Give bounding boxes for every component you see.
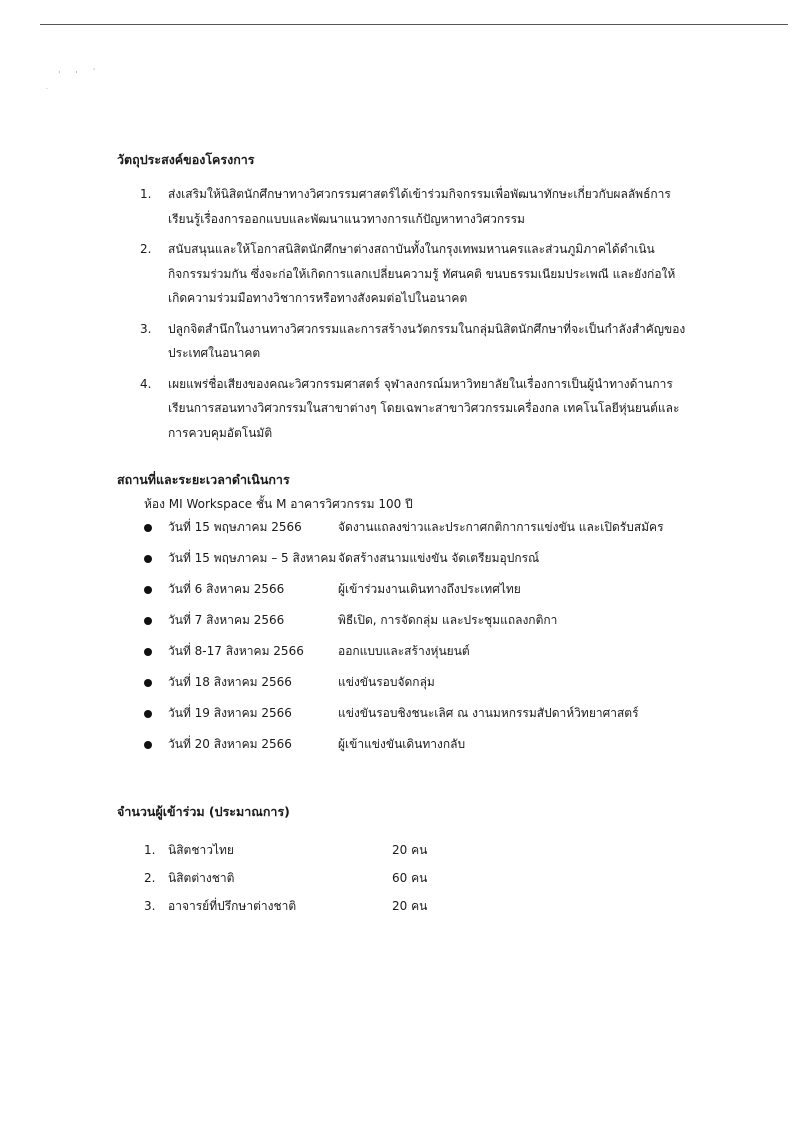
schedule-item	[140, 574, 700, 605]
schedule-date: วันที่ 19 สิงหาคม 2566	[168, 706, 292, 720]
schedule-desc: แข่งขันรอบชิงชนะเลิศ ณ งานมหกรรมสัปดาห์วิทยาศาสตร์	[338, 706, 639, 720]
participant-label: อาจารย์ที่ปรึกษาต่างชาติ	[168, 898, 297, 913]
schedule-item	[140, 698, 700, 729]
participant-label: นิสิตต่างชาติ	[168, 870, 235, 885]
objective-text: ส่งเสริมให้นิสิตนักศึกษาทางวิศวกรรมศาสตร์ได้เข้าร่วมกิจกรรมเพื่อพัฒนาทักษะเกี่ยวกับผลลัพธ์การเรียนรู้เรื่องการออกแบบและพัฒนาแนวทางการแก้ปัญหาทางวิศวกรรม	[168, 187, 671, 226]
objective-text: เผยแพร่ชื่อเสียงของคณะวิศวกรรมศาสตร์ จุฬาลงกรณ์มหาวิทยาลัยในเรื่องการเป็นผู้นำทางด้านการเรียนการสอนทางวิศวกรรมในสาขาต่างๆ โดยเฉพาะสาขาวิศวกรรมเครื่องกล เทคโนโลยีหุ่นยนต์และการควบคุมอัตโนมัติ	[168, 376, 680, 440]
schedule-list	[140, 512, 700, 760]
scan-specks: · · ˙	[58, 68, 103, 77]
objectives-heading: วัตถุประสงค์ของโครงการ	[117, 152, 255, 167]
schedule-date: วันที่ 20 สิงหาคม 2566	[168, 737, 292, 751]
participant-item	[144, 864, 464, 892]
bullet-icon	[144, 586, 152, 594]
schedule-item	[140, 512, 700, 543]
schedule-item	[140, 605, 700, 636]
schedule-date: วันที่ 15 พฤษภาคม 2566	[168, 520, 302, 534]
schedule-desc: พิธีเปิด, การจัดกลุ่ม และประชุมแถลงกติกา	[338, 613, 558, 627]
objective-item	[140, 182, 688, 231]
location-room: ห้อง MI Workspace ชั้น M อาคารวิศวกรรม 100 ปี	[144, 497, 413, 511]
schedule-date: วันที่ 7 สิงหาคม 2566	[168, 613, 285, 627]
bullet-icon	[144, 555, 152, 563]
objectives-list	[140, 182, 688, 451]
objective-number: 3.	[140, 321, 152, 336]
objective-number: 2.	[140, 242, 152, 256]
participant-number: 2.	[144, 871, 156, 885]
participant-number: 1.	[144, 843, 156, 857]
objective-number: 4.	[140, 376, 152, 391]
bullet-icon	[144, 710, 152, 718]
schedule-date: วันที่ 15 พฤษภาคม – 5 สิงหาคม	[168, 551, 337, 565]
participant-item	[144, 836, 464, 864]
bullet-icon	[144, 679, 152, 687]
bullet-icon	[144, 741, 152, 749]
participants-heading: จำนวนผู้เข้าร่วม (ประมาณการ)	[117, 804, 290, 819]
top-rule	[40, 24, 788, 25]
participants-list	[144, 836, 464, 920]
schedule-item	[140, 543, 700, 574]
participant-label: นิสิตชาวไทย	[168, 842, 234, 857]
schedule-desc: จัดสร้างสนามแข่งขัน จัดเตรียมอุปกรณ์	[338, 551, 540, 565]
schedule-date: วันที่ 8-17 สิงหาคม 2566	[168, 644, 304, 658]
location-heading: สถานที่และระยะเวลาดำเนินการ	[117, 472, 290, 487]
participant-count: 20 คน	[392, 898, 428, 913]
schedule-item	[140, 729, 700, 760]
bullet-icon	[144, 648, 152, 656]
bullet-icon	[144, 524, 152, 532]
scan-speck: ·	[46, 86, 48, 93]
schedule-item	[140, 667, 700, 698]
bullet-icon	[144, 617, 152, 625]
schedule-desc: จัดงานแถลงข่าวและประกาศกติกาการแข่งขัน และเปิดรับสมัคร	[338, 520, 664, 534]
objective-item	[140, 237, 688, 311]
objective-text: สนับสนุนและให้โอกาสนิสิตนักศึกษาต่างสถาบันทั้งในกรุงเทพมหานครและส่วนภูมิภาคได้ดำเนินกิจกรรมร่วมกัน ซึ่งจะก่อให้เกิดการแลกเปลี่ยนความรู้ ทัศนคติ ขนบธรรมเนียมประเพณี และยังก่อให้เกิดความร่วมมือทางวิชาการหรือทางสังคมต่อไปในอนาคต	[168, 242, 676, 305]
schedule-desc: แข่งขันรอบจัดกลุ่ม	[338, 675, 435, 689]
objective-item	[140, 372, 688, 446]
schedule-desc: ออกแบบและสร้างหุ่นยนต์	[338, 644, 470, 658]
objective-item	[140, 317, 688, 366]
objective-number: 1.	[140, 187, 152, 201]
schedule-date: วันที่ 6 สิงหาคม 2566	[168, 582, 285, 596]
schedule-item	[140, 636, 700, 667]
participant-item	[144, 892, 464, 920]
schedule-desc: ผู้เข้าแข่งขันเดินทางกลับ	[338, 737, 466, 751]
schedule-date: วันที่ 18 สิงหาคม 2566	[168, 675, 292, 689]
participant-number: 3.	[144, 899, 156, 913]
participant-count: 20 คน	[392, 842, 428, 857]
participant-count: 60 คน	[392, 870, 428, 885]
objective-text: ปลูกจิตสำนึกในงานทางวิศวกรรมและการสร้างนวัตกรรมในกลุ่มนิสิตนักศึกษาที่จะเป็นกำลังสำคัญของประเทศในอนาคต	[168, 321, 686, 360]
schedule-desc: ผู้เข้าร่วมงานเดินทางถึงประเทศไทย	[338, 582, 521, 596]
